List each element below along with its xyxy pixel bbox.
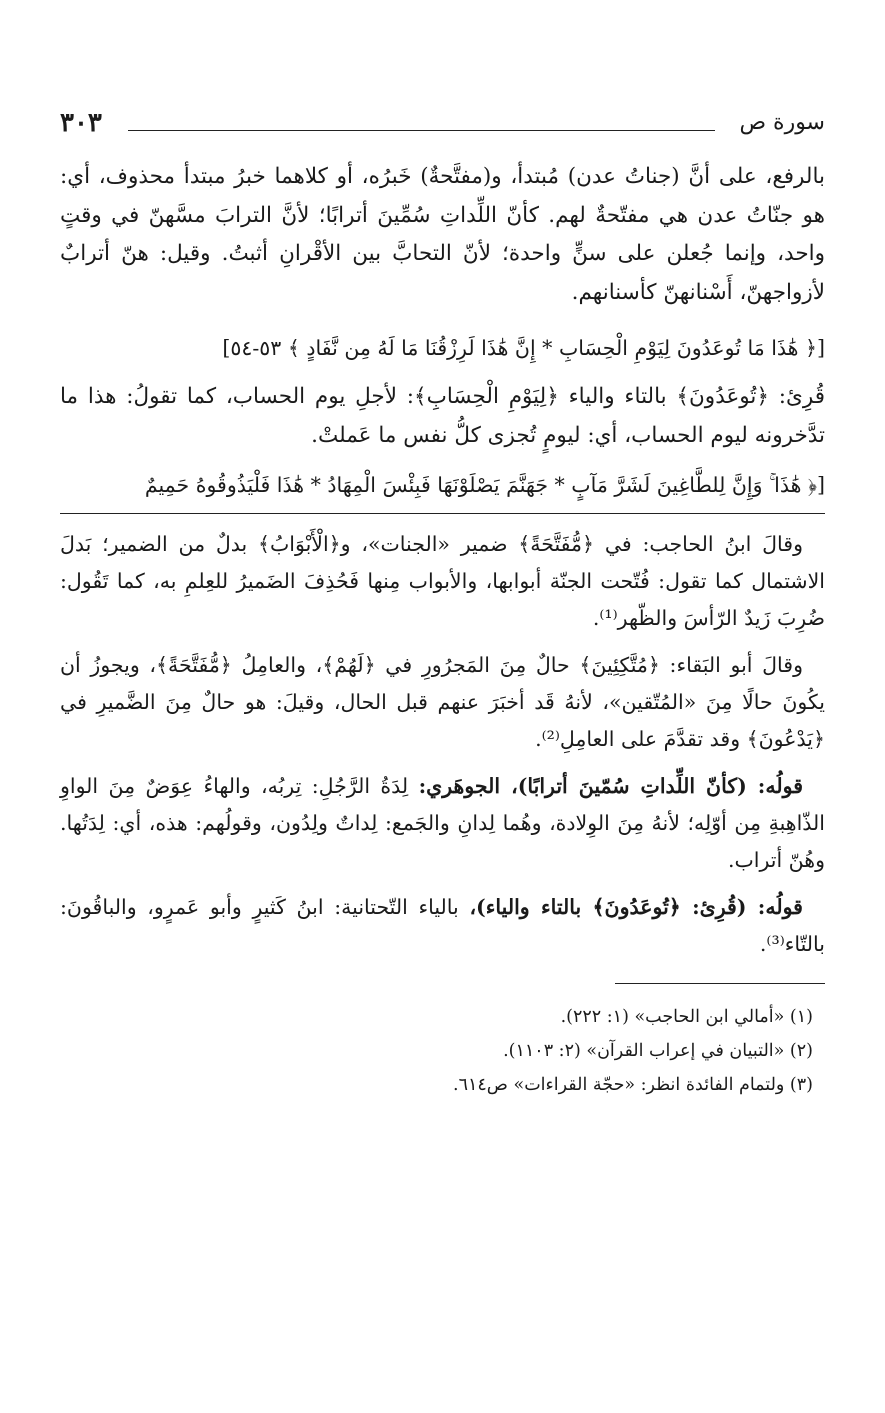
footnote-rule [615,983,825,984]
footnotes [60,1000,825,1102]
footnote-3: (٣) ولتمام الفائدة انظر: «حجّة القراءات» ص٦١٤. [452,1075,813,1095]
quran-verse-53-54: [﴿ هَٰذَا مَا تُوعَدُونَ لِيَوْمِ الْحِسَابِ * إِنَّ هَٰذَا لَرِزْقُنَا مَا لَهُ مِن نَّفَادٍ ﴾ ٥٣-٥٤] [222,336,825,360]
commentary-section [60,526,825,963]
commentary-qiraat-body: بالياء التّحتانية: ابنُ كَثيرٍ وأبو عَمرٍو، والباقُونَ: بالتّاء⁽³⁾. [60,895,825,956]
quran-verse-55-57: [﴿ هَٰذَا ۚ وَإِنَّ لِلطَّاغِينَ لَشَرَّ مَآبٍ * جَهَنَّمَ يَصْلَوْنَهَا فَبِئْسَ الْمِهَادُ * هَٰذَا فَلْيَذُوقُوهُ حَمِيمٌ [144,473,825,497]
commentary-lidat [60,768,825,879]
commentary-qiraat [60,889,825,963]
book-page [60,108,825,1102]
page-header [60,108,825,148]
commentary-qiraat-heading: قولُه: (قُرِئ: ﴿تُوعَدُونَ﴾ بالتاء والياء)، [469,895,803,919]
commentary-divider [60,513,825,514]
main-paragraph-2: قُرِئ: ﴿تُوعَدُونَ﴾ بالتاء والياء ﴿لِيَوْمِ الْحِسَابِ﴾: لأجلِ يوم الحساب، كما تقولُ: هذا ما تدَّخرونه ليوم الحساب، أي: ليومٍ تُجزى كلُّ نفس ما عَملتْ. [60,384,825,448]
commentary-lidat-body: لِدَةُ الرَّجُلِ: تِربُه، والهاءُ عِوَضٌ مِنَ الواوِ الذّاهِبةِ مِن أوّلِه؛ لأنهُ مِنَ الوِلادة، وهُما لِدانِ والجَمع: لِداتٌ ولِدُون، وقولُهم: هذه، أي: لِدَتُها. وهُنّ أتراب. [60,774,825,872]
footnote-1: (١) «أمالي ابن الحاجب» (١: ٢٢٢). [560,1007,813,1027]
surah-title: سورة ص [739,110,825,135]
page-number: ٣٠٣ [60,108,102,138]
header-rule [128,130,715,131]
commentary-ibn-hajib: وقالَ ابنُ الحاجب: في ﴿مُّفَتَّحَةً﴾ ضمير «الجنات»، و﴿الْأَبْوَابُ﴾ بدلٌ من الضمير؛ بَدلَ الاشتمال كما تقول: فُتّحت الجنّة أبوابها، والأبواب مِنها فَحُذِفَ الضَميرُ للعِلمِ به، كما تَقُول: ضُرِبَ زَيدٌ الرّأسَ والظّهر⁽¹⁾. [60,532,825,630]
main-paragraph-1: بالرفع، على أنَّ (جناتُ عدن) مُبتدأ، و(مفتَّحةٌ) خَبرُه، أو كلاهما خبرُ مبتدأ محذوف، أي: هو جنّاتُ عدن هي مفتّحةٌ لهم. كأنّ اللِّداتِ سُمِّينَ أترابًا؛ لأنَّ الترابَ مسَّهنّ في وقتٍ واحد، وإنما جُعلن على سنٍّ واحدة؛ لأنّ التحابَّ بين الأقْرانِ أثبتُ. وقيل: هنّ أترابٌ لأزواجهنّ، أَسْنانهنّ كأسنانهم. [60,164,825,305]
commentary-abu-baqa: وقالَ أبو البَقاء: ﴿مُتَّكِئِينَ﴾ حالٌ مِنَ المَجرُورِ في ﴿لَهُمْ﴾، والعامِلُ ﴿مُّفَتَّحَةً﴾، ويجوزُ أن يكُونَ حالًا مِنَ «المُتّقين»، لأنهُ قَد أخبَرَ عنهم قبل الحال، وقيلَ: هو حالٌ مِنَ الضَّميرِ في ﴿يَدْعُونَ﴾ وقد تقدَّمَ على العامِلِ⁽²⁾. [60,653,825,751]
footnote-2: (٢) «التبيان في إعراب القرآن» (٢: ١١٠٣). [503,1041,813,1061]
commentary-lidat-heading: قولُه: (كأنّ اللِّداتِ سُمّينَ أترابًا)، الجوهَري: [418,774,803,798]
